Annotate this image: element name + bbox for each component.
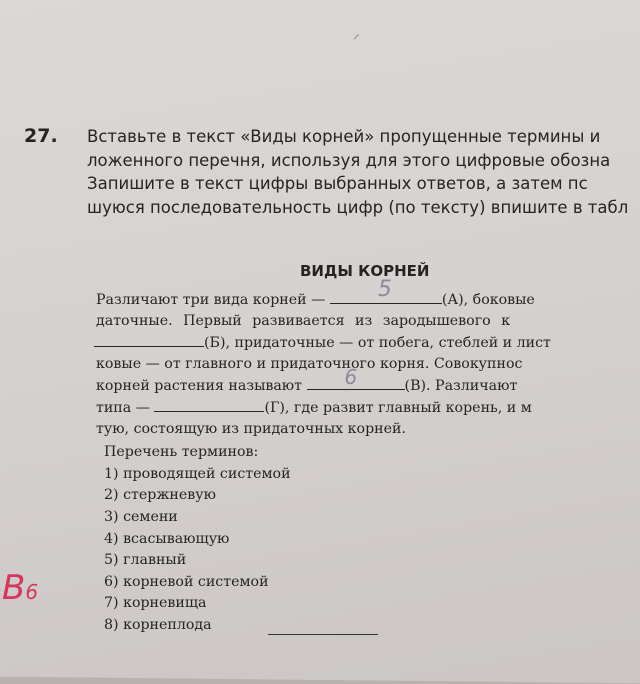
text-fragment: (Г), где развит главный корень, и м [264,399,532,416]
blank-a[interactable] [330,277,442,304]
list-item: 3) семени [104,508,178,525]
margin-handwritten-note [2,568,38,608]
list-item: 2) стержневую [104,487,216,504]
task-instructions [87,125,640,219]
list-item: 4) всасывающую [104,530,230,547]
terms-list [96,464,640,637]
instruction-line: Запишите в текст цифры выбранных ответов, а затем пс [87,174,588,193]
text-line: тую, состоящую из придаточных корней. [96,420,406,437]
text-title: ВИДЫ КОРНЕЙ [300,262,430,280]
divider [268,634,378,635]
text-fragment: (Б), придаточные — от побега, стеблей и лист [204,335,551,352]
text-fragment: корней растения называют [96,378,303,395]
text-line [96,277,640,311]
blank-g[interactable] [154,397,264,412]
list-item: 7) корневища [104,595,207,612]
text-line [96,332,640,354]
handwritten-answer-a: 5 [377,277,392,302]
list-item: 1) проводящей системой [104,465,291,482]
terms-list-title: Перечень терминов: [104,444,259,461]
blank-b[interactable] [94,332,204,347]
text-line [96,397,640,419]
text-line: ковые — от главного и придаточного корня. Совокупнос [96,355,523,372]
list-item: 5) главный [104,552,187,569]
text-body [96,277,640,637]
margin-note-sub: 6 [25,580,39,604]
handwritten-answer-v: 6 [344,365,358,390]
text-fragment: (В). Различают [404,378,518,395]
text-fragment: Различают три вида корней — [96,292,326,308]
task-number: 27. [24,125,58,147]
list-item: 8) корнеплода [104,616,212,633]
text-fragment: (А), боковые [441,292,535,308]
pencil-mark: ᐟ [352,30,360,50]
text-fragment: типа — [96,399,150,416]
list-item: 6) корневой системой [104,573,269,590]
text-line [96,365,640,397]
margin-note-main: В [2,568,26,608]
instruction-line: ложенного перечня, используя для этого цифровые обозна [87,150,611,170]
instruction-line: шуюся последовательность цифр (по тексту) впишите в табл [87,197,629,217]
blank-v[interactable] [307,365,405,390]
text-line: даточные. Первый развивается из зародышевого к [96,312,511,329]
instruction-line: Вставьте в текст «Виды корней» пропущенные термины и [87,127,601,146]
